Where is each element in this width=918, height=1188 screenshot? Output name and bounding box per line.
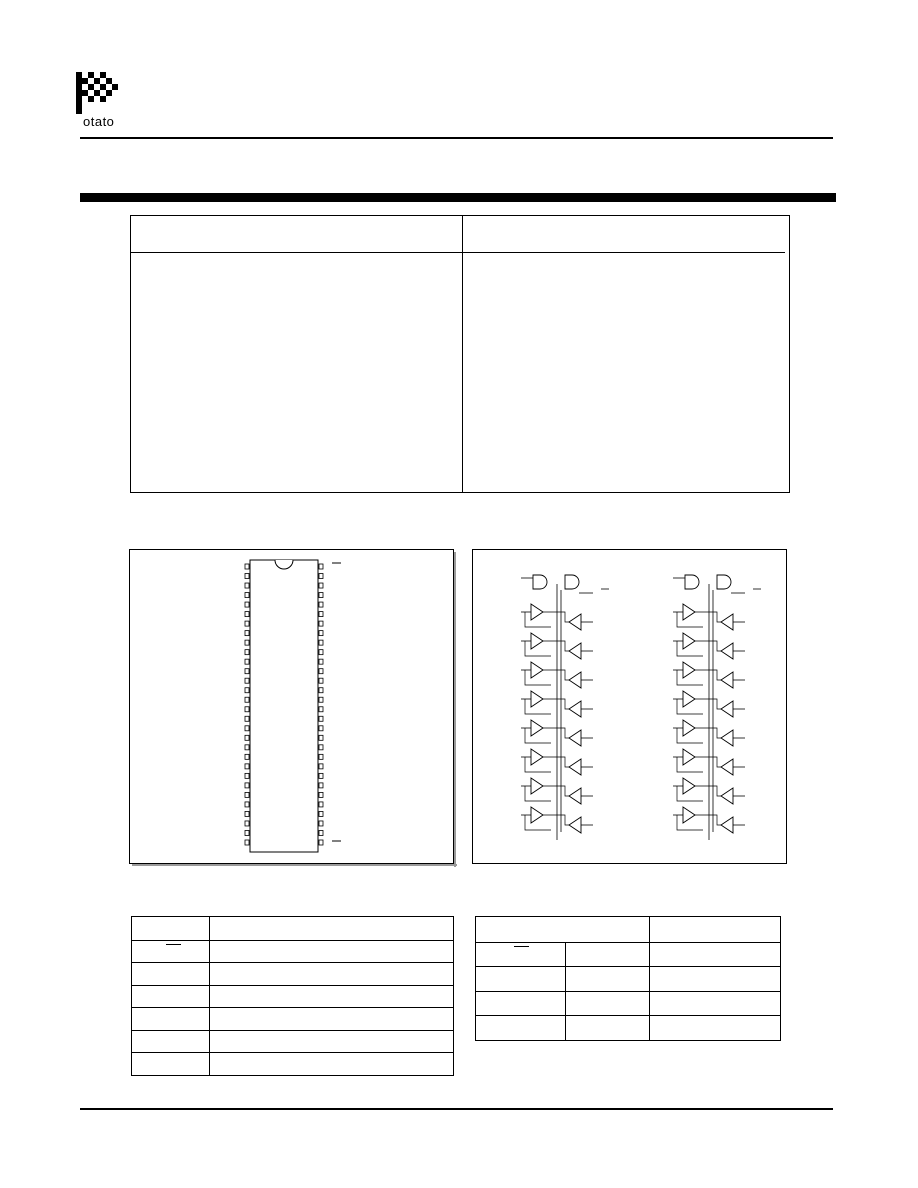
wire	[543, 786, 569, 796]
wire	[543, 641, 569, 651]
logo-square	[112, 84, 118, 90]
ic-pin-right	[319, 612, 323, 617]
buffer-forward	[683, 633, 695, 649]
wire	[695, 670, 721, 680]
ic-pin-right	[319, 821, 323, 826]
wire	[695, 815, 721, 825]
footer-rule	[80, 1108, 833, 1110]
pin-description-cell	[210, 941, 454, 963]
logo-square	[88, 96, 94, 102]
buffer-forward	[531, 604, 543, 620]
ic-pin-right	[319, 811, 323, 816]
buffer-forward	[683, 778, 695, 794]
features-header-rule-left	[131, 252, 462, 253]
pin-description-cell	[210, 1031, 454, 1053]
logo-square	[100, 96, 106, 102]
function-table-cell	[650, 967, 781, 992]
ic-pin-right	[319, 735, 323, 740]
ic-pin-left	[245, 659, 249, 664]
logo-text: otato	[83, 114, 115, 129]
buffer-forward	[683, 604, 695, 620]
ic-pin-left	[245, 707, 249, 712]
function-table-cell	[566, 943, 650, 967]
pin-description-header-description	[210, 917, 454, 941]
buffer-reverse	[721, 730, 733, 746]
function-table-cell	[566, 992, 650, 1016]
ic-pin-right	[319, 792, 323, 797]
ic-pin-left	[245, 583, 249, 588]
buffer-forward	[531, 749, 543, 765]
function-table-cell	[566, 967, 650, 992]
ic-pin-left	[245, 802, 249, 807]
function-table-cell	[566, 1016, 650, 1041]
pin-description-cell	[132, 1008, 210, 1031]
ic-pin-left	[245, 621, 249, 626]
and-gate	[685, 575, 699, 589]
ic-pin-right	[319, 688, 323, 693]
ic-pin-left	[245, 754, 249, 759]
ic-pin-right	[319, 697, 323, 702]
buffer-reverse	[721, 614, 733, 630]
buffer-reverse	[721, 672, 733, 688]
ic-pin-left	[245, 840, 249, 845]
buffer-forward	[531, 720, 543, 736]
ic-pin-left	[245, 726, 249, 731]
logo-square	[76, 108, 82, 114]
ic-pin-right	[319, 583, 323, 588]
ic-pin-left	[245, 602, 249, 607]
ic-pin-left	[245, 716, 249, 721]
ic-pin-left	[245, 821, 249, 826]
logo-square	[106, 78, 112, 84]
buffer-reverse	[569, 817, 581, 833]
ic-pin-left	[245, 811, 249, 816]
ic-pin-right	[319, 678, 323, 683]
buffer-forward	[531, 691, 543, 707]
logic-diagram-panel	[472, 549, 787, 864]
buffer-reverse	[721, 817, 733, 833]
ic-pin-left	[245, 612, 249, 617]
function-table-cell	[476, 1016, 566, 1041]
wire	[543, 612, 569, 622]
potato-logo	[76, 72, 136, 134]
buffer-forward	[683, 807, 695, 823]
logic-block	[673, 575, 761, 840]
logo-square	[76, 96, 82, 102]
ic-pin-right	[319, 631, 323, 636]
logo-square	[100, 72, 106, 78]
logo-square	[76, 90, 82, 96]
wire	[695, 641, 721, 651]
ic-package-diagram	[130, 550, 453, 863]
logo-square	[82, 78, 88, 84]
function-table-header-outputs	[650, 917, 781, 943]
logo-square	[88, 72, 94, 78]
wire	[543, 728, 569, 738]
wire	[695, 757, 721, 767]
buffer-reverse	[569, 614, 581, 630]
ic-pin-right	[319, 621, 323, 626]
features-table	[130, 215, 790, 493]
ic-pin-right	[319, 650, 323, 655]
ic-pin-left	[245, 764, 249, 769]
features-column-divider	[462, 216, 463, 492]
logo-square	[76, 78, 82, 84]
ic-pin-left	[245, 678, 249, 683]
pin-description-header-name	[132, 917, 210, 941]
ic-pin-right	[319, 659, 323, 664]
wire	[543, 757, 569, 767]
function-table-cell	[650, 943, 781, 967]
function-table-cell	[476, 967, 566, 992]
ic-pin-right	[319, 745, 323, 750]
panel-shadow-right	[454, 552, 456, 867]
function-input-overbar	[514, 946, 529, 947]
ic-pin-right	[319, 640, 323, 645]
ic-pin-right	[319, 726, 323, 731]
pin-description-table	[131, 916, 454, 1076]
pin-description-cell	[210, 986, 454, 1008]
function-table-header-inputs	[476, 917, 650, 943]
ic-pin-left	[245, 773, 249, 778]
wire	[695, 612, 721, 622]
pin-description-cell	[210, 1053, 454, 1076]
ic-pin-left	[245, 688, 249, 693]
wire	[543, 815, 569, 825]
buffer-reverse	[721, 759, 733, 775]
pin-description-cell	[132, 986, 210, 1008]
logo-square	[100, 84, 106, 90]
ic-pin-right	[319, 669, 323, 674]
wire	[695, 699, 721, 709]
buffer-reverse	[569, 759, 581, 775]
pin-configuration-panel	[129, 549, 454, 864]
ic-pin-right	[319, 783, 323, 788]
ic-pin-right	[319, 716, 323, 721]
ic-pin-left	[245, 735, 249, 740]
ic-pin-right	[319, 754, 323, 759]
and-gate	[565, 575, 579, 589]
pin-description-cell	[132, 963, 210, 986]
buffer-forward	[531, 633, 543, 649]
pin-description-cell	[210, 963, 454, 986]
section-rule	[80, 193, 836, 202]
ic-pin-left	[245, 830, 249, 835]
function-table-cell	[476, 992, 566, 1016]
ic-pin-right	[319, 802, 323, 807]
ic-pin-left	[245, 650, 249, 655]
logic-diagram	[473, 550, 786, 863]
logo-square	[76, 84, 82, 90]
logic-block	[521, 575, 609, 840]
buffer-forward	[683, 691, 695, 707]
ic-pin-right	[319, 602, 323, 607]
buffer-forward	[683, 749, 695, 765]
ic-pin-left	[245, 745, 249, 750]
ic-pin-left	[245, 669, 249, 674]
function-table-cell	[650, 992, 781, 1016]
buffer-forward	[531, 778, 543, 794]
ic-pin-left	[245, 792, 249, 797]
wire	[695, 786, 721, 796]
buffer-reverse	[569, 730, 581, 746]
buffer-forward	[683, 662, 695, 678]
ic-pin-right	[319, 564, 323, 569]
buffer-reverse	[569, 643, 581, 659]
pin-description-cell	[132, 1053, 210, 1076]
ic-pin-right	[319, 574, 323, 579]
logo-square	[82, 90, 88, 96]
buffer-reverse	[569, 672, 581, 688]
ic-pin-right	[319, 773, 323, 778]
logo-square	[94, 90, 100, 96]
buffer-reverse	[721, 788, 733, 804]
ic-pin-left	[245, 631, 249, 636]
buffer-reverse	[569, 788, 581, 804]
pin-description-cell	[132, 1031, 210, 1053]
ic-pin-right	[319, 593, 323, 598]
buffer-reverse	[569, 701, 581, 717]
features-header-rule-right	[463, 252, 785, 253]
ic-pin-left	[245, 697, 249, 702]
and-gate	[533, 575, 547, 589]
ic-body	[250, 560, 318, 852]
wire	[543, 670, 569, 680]
function-table	[475, 916, 781, 1041]
ic-pin-right	[319, 830, 323, 835]
function-table-cell	[650, 1016, 781, 1041]
ic-pin-left	[245, 564, 249, 569]
ic-pin-left	[245, 593, 249, 598]
buffer-forward	[531, 662, 543, 678]
logo-square	[76, 72, 82, 78]
wire	[695, 728, 721, 738]
wire	[543, 699, 569, 709]
buffer-reverse	[721, 701, 733, 717]
header-rule	[80, 137, 833, 139]
and-gate	[717, 575, 731, 589]
buffer-forward	[531, 807, 543, 823]
ic-pin-right	[319, 707, 323, 712]
pin-name-overbar	[166, 944, 181, 945]
buffer-reverse	[721, 643, 733, 659]
ic-pin-left	[245, 783, 249, 788]
panel-shadow-bottom	[132, 864, 457, 866]
ic-pin-right	[319, 840, 323, 845]
buffer-forward	[683, 720, 695, 736]
pin-description-cell	[210, 1008, 454, 1031]
ic-pin-left	[245, 574, 249, 579]
ic-pin-left	[245, 640, 249, 645]
ic-pin-right	[319, 764, 323, 769]
logo-square	[106, 90, 112, 96]
logo-square	[88, 84, 94, 90]
logo-square	[76, 102, 82, 108]
logo-square	[94, 78, 100, 84]
